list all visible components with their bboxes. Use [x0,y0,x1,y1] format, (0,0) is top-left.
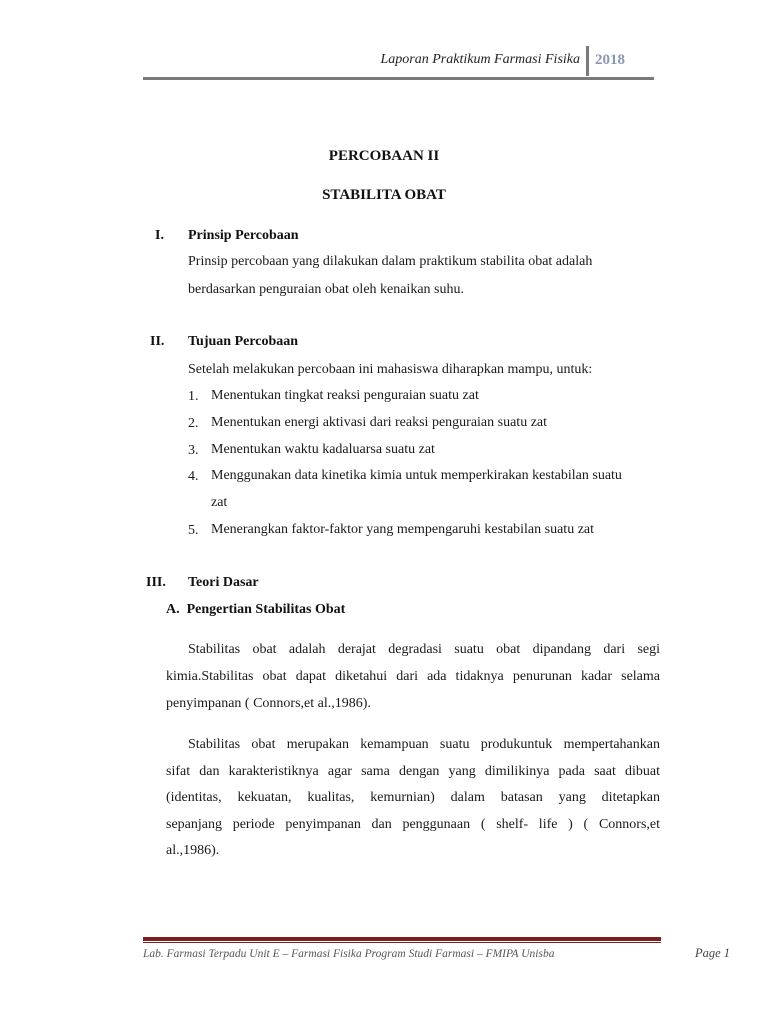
list-item-number: 2. [188,416,199,431]
section-2-intro: Setelah melakukan percobaan ini mahasiswa diharapkan mampu, untuk: [188,362,593,377]
list-item-number: 3. [188,443,199,458]
paragraph-2-line-4: sepanjang periode penyimpanan dan penggunaan ( shelf- life ) ( Connors,et [166,817,660,832]
list-item-text: Menentukan waktu kadaluarsa suatu zat [211,442,435,457]
paragraph-1-line-3: penyimpanan ( Connors,et al.,1986). [166,696,371,711]
footer-rule-thin [143,942,661,943]
section-1-title: Prinsip Percobaan [188,228,299,243]
paragraph-2-line-2: sifat dan karakteristiknya agar sama dengan yang dimilikinya pada saat dibuat [166,764,660,779]
header-divider [586,46,589,76]
section-1-line-1: Prinsip percobaan yang dilakukan dalam praktikum stabilita obat adalah [188,254,593,269]
header-year: 2018 [595,52,625,68]
paragraph-1-line-1: Stabilitas obat adalah derajat degradasi suatu obat dipandang dari segi [188,642,660,657]
list-item-text: Menentukan tingkat reaksi penguraian suatu zat [211,388,479,403]
topic-heading: STABILITA OBAT [322,187,446,203]
header-title: Laporan Praktikum Farmasi Fisika [380,52,580,67]
footer-rule [143,937,661,941]
paragraph-1-line-2: kimia.Stabilitas obat dapat diketahui dari ada tidaknya penurunan kadar selama [166,669,660,684]
section-2-title: Tujuan Percobaan [188,334,299,349]
paragraph-2-line-3: (identitas, kekuatan, kualitas, kemurnian) dalam batasan yang ditetapkan [166,790,660,805]
paragraph-2-line-1: Stabilitas obat merupakan kemampuan suatu produkuntuk mempertahankan [188,737,660,752]
list-item-continuation: zat [211,495,228,510]
header-rule [143,77,654,80]
list-item-text: Menentukan energi aktivasi dari reaksi penguraian suatu zat [211,415,548,430]
list-item-text: Menerangkan faktor-faktor yang mempengaruhi kestabilan suatu zat [211,522,595,537]
paragraph-2-line-5: al.,1986). [166,843,220,858]
footer-text: Lab. Farmasi Terpadu Unit E – Farmasi Fisika Program Studi Farmasi – FMIPA Unisba [143,948,555,960]
section-1-number: I. [155,228,164,243]
experiment-heading: PERCOBAAN II [328,148,440,164]
subsection-title: A. Pengertian Stabilitas Obat [166,602,346,617]
page-number: Page 1 [695,946,731,960]
list-item-number: 5. [188,523,199,538]
list-item-number: 4. [188,469,199,484]
section-3-number: III. [146,575,166,590]
section-1-line-2: berdasarkan penguraian obat oleh kenaikan suhu. [188,282,465,297]
list-item-text: Menggunakan data kinetika kimia untuk memperkirakan kestabilan suatu [211,468,622,483]
list-item-number: 1. [188,389,199,404]
section-3-title: Teori Dasar [188,575,259,590]
section-2-number: II. [150,334,165,349]
